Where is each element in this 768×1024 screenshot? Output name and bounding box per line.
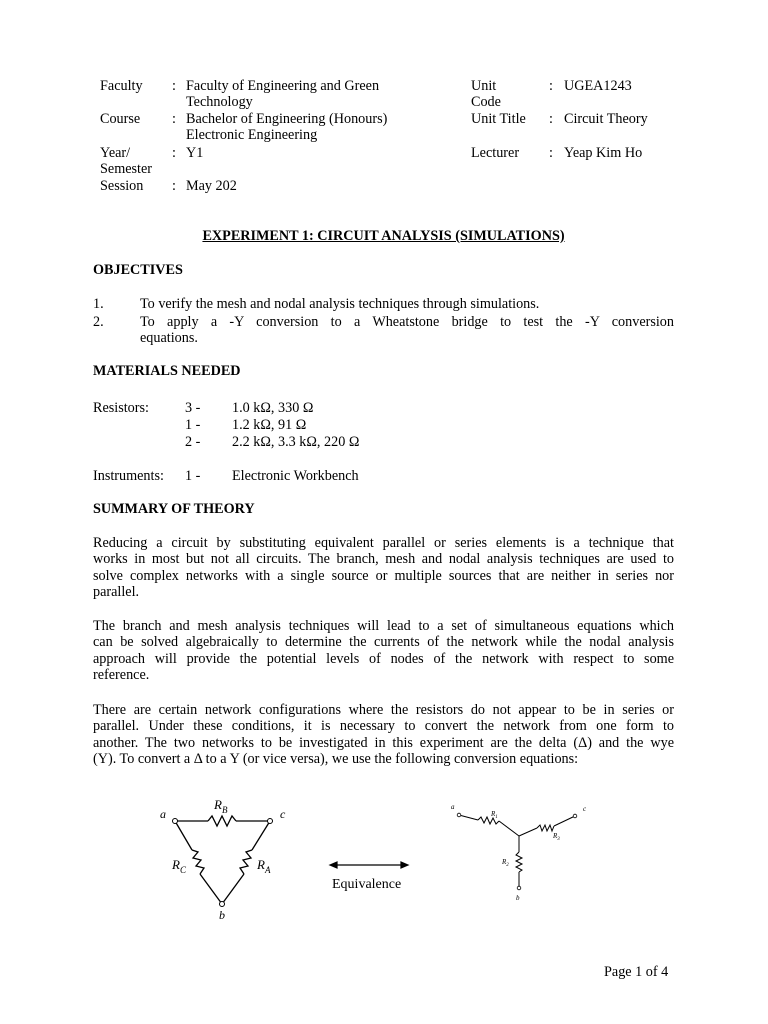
wye-network [459,815,575,886]
course-label: Course [100,111,141,127]
r2-main: R [502,858,507,866]
unit-code-value: UGEA1243 [564,78,632,94]
delta-label-c: c [280,807,286,821]
double-arrow-icon [330,862,408,868]
summary-p1-line: parallel. [93,584,140,601]
r3-main: R [553,832,558,840]
r1-main: R [491,810,496,818]
summary-p1-line: works in most but not all circuits. The branch, mesh and nodal analysis techniques are used to [93,551,674,568]
wye-node-c [573,814,577,818]
ra-sub: A [264,865,271,875]
delta-label-ra [256,857,271,875]
equivalence-label: Equivalence [332,877,402,892]
rb-sub: B [221,805,228,815]
summary-heading: SUMMARY OF THEORY [93,501,255,517]
summary-p1-line: Reducing a circuit by substituting equivalent parallel or series elements is a technique that [93,535,674,551]
instruments-label: Instruments: [93,468,164,484]
course-value-line1: Bachelor of Engineering (Honours) [186,111,388,127]
delta-label-b: b [219,908,225,922]
session-label: Session [100,178,144,194]
year-label-line2: Semester [100,161,153,177]
ra-main: R [257,857,265,872]
unit-code-label-line1: Unit [471,78,497,94]
wye-label-r1 [490,810,498,820]
objective-1-number: 1. [93,296,104,312]
unit-code-label-line2: Code [471,94,501,110]
unit-title-colon: : [549,111,553,127]
instruments-qty: 1 - [185,468,201,484]
wye-label-r2 [501,858,509,868]
unit-title-label: Unit Title [471,111,526,127]
delta-node-c [268,819,273,824]
rc-main: R [172,857,180,872]
course-colon: : [172,111,176,127]
unit-code-colon: : [549,78,553,94]
summary-p3-line: parallel. Under these conditions, it is necessary to convert the network from one form to [93,718,674,735]
summary-paragraph-2 [93,618,674,684]
resistor-row-2-qty: 1 - [185,417,201,433]
summary-p3-line: another. The two networks to be investigated in this experiment are the delta (Δ) and the wye [93,734,674,751]
resistors-label: Resistors: [93,400,149,416]
r3-sub: 3 [557,837,560,842]
wye-label-a: a [451,803,455,811]
objectives-heading: OBJECTIVES [93,262,183,278]
faculty-value-line2: Technology [186,94,253,110]
course-value-line2: Electronic Engineering [186,127,318,143]
resistor-row-3-qty: 2 - [185,434,201,450]
experiment-title: EXPERIMENT 1: CIRCUIT ANALYSIS (SIMULATIONS) [202,228,565,244]
r1-sub: 1 [495,815,498,820]
objective-2-number: 2. [93,314,104,330]
summary-paragraph-3 [93,702,674,768]
rc-sub: C [179,865,186,875]
resistor-row-2-values: 1.2 kΩ, 91 Ω [232,417,307,433]
delta-node-b [220,902,225,907]
faculty-label: Faculty [100,78,143,94]
year-colon: : [172,145,176,161]
objective-2-text-line1: To apply a -Y conversion to a Wheatstone bridge to test the -Y conversion [140,314,674,330]
lecturer-colon: : [549,145,553,161]
wye-label-c: c [583,805,587,813]
lecturer-value: Yeap Kim Ho [564,145,643,161]
delta-node-a [173,819,178,824]
unit-title-value: Circuit Theory [564,111,648,127]
faculty-colon: : [172,78,176,94]
session-colon: : [172,178,176,194]
lecturer-label: Lecturer [471,145,520,161]
year-label-line1: Year/ [100,145,131,161]
delta-wye-figure [0,790,768,940]
session-value: May 202 [186,178,237,194]
rb-main: R [214,797,222,812]
delta-network [175,816,270,904]
wye-node-b [517,886,521,890]
faculty-value-line1: Faculty of Engineering and Green [186,78,380,94]
objective-1-text: To verify the mesh and nodal analysis techniques through simulations. [140,296,540,312]
summary-p1-line: solve complex networks with a single source or multiple sources that are neither in series nor [93,567,674,584]
summary-paragraph-1 [93,535,674,601]
wye-label-r3 [552,832,560,842]
r2-sub: 2 [506,863,509,868]
delta-label-rc [171,857,187,875]
summary-p3-line: (Y). To convert a Δ to a Y (or vice versa), we use the following conversion equations: [93,751,579,768]
resistor-row-1-values: 1.0 kΩ, 330 Ω [232,400,314,416]
instruments-value: Electronic Workbench [232,468,359,484]
materials-heading: MATERIALS NEEDED [93,363,241,379]
summary-p2-line: can be solved algebraically to determine the currents of the network while the nodal analysis [93,634,674,651]
objective-2-text-line2: equations. [140,330,198,346]
summary-p2-line: The branch and mesh analysis techniques will lead to a set of simultaneous equations which [93,618,674,634]
delta-label-rb [213,797,228,815]
year-value: Y1 [186,145,204,161]
page-number: Page 1 of 4 [604,964,669,980]
resistor-row-1-qty: 3 - [185,400,201,416]
wye-node-a [457,813,461,817]
summary-p2-line: approach will provide the potential levels of nodes of the network with respect to some [93,650,674,667]
resistor-row-3-values: 2.2 kΩ, 3.3 kΩ, 220 Ω [232,434,360,450]
summary-p3-line: There are certain network configurations where the resistors do not appear to be in series or [93,702,674,718]
delta-label-a: a [160,807,166,821]
wye-label-b: b [516,894,520,902]
summary-p2-line: reference. [93,667,150,684]
